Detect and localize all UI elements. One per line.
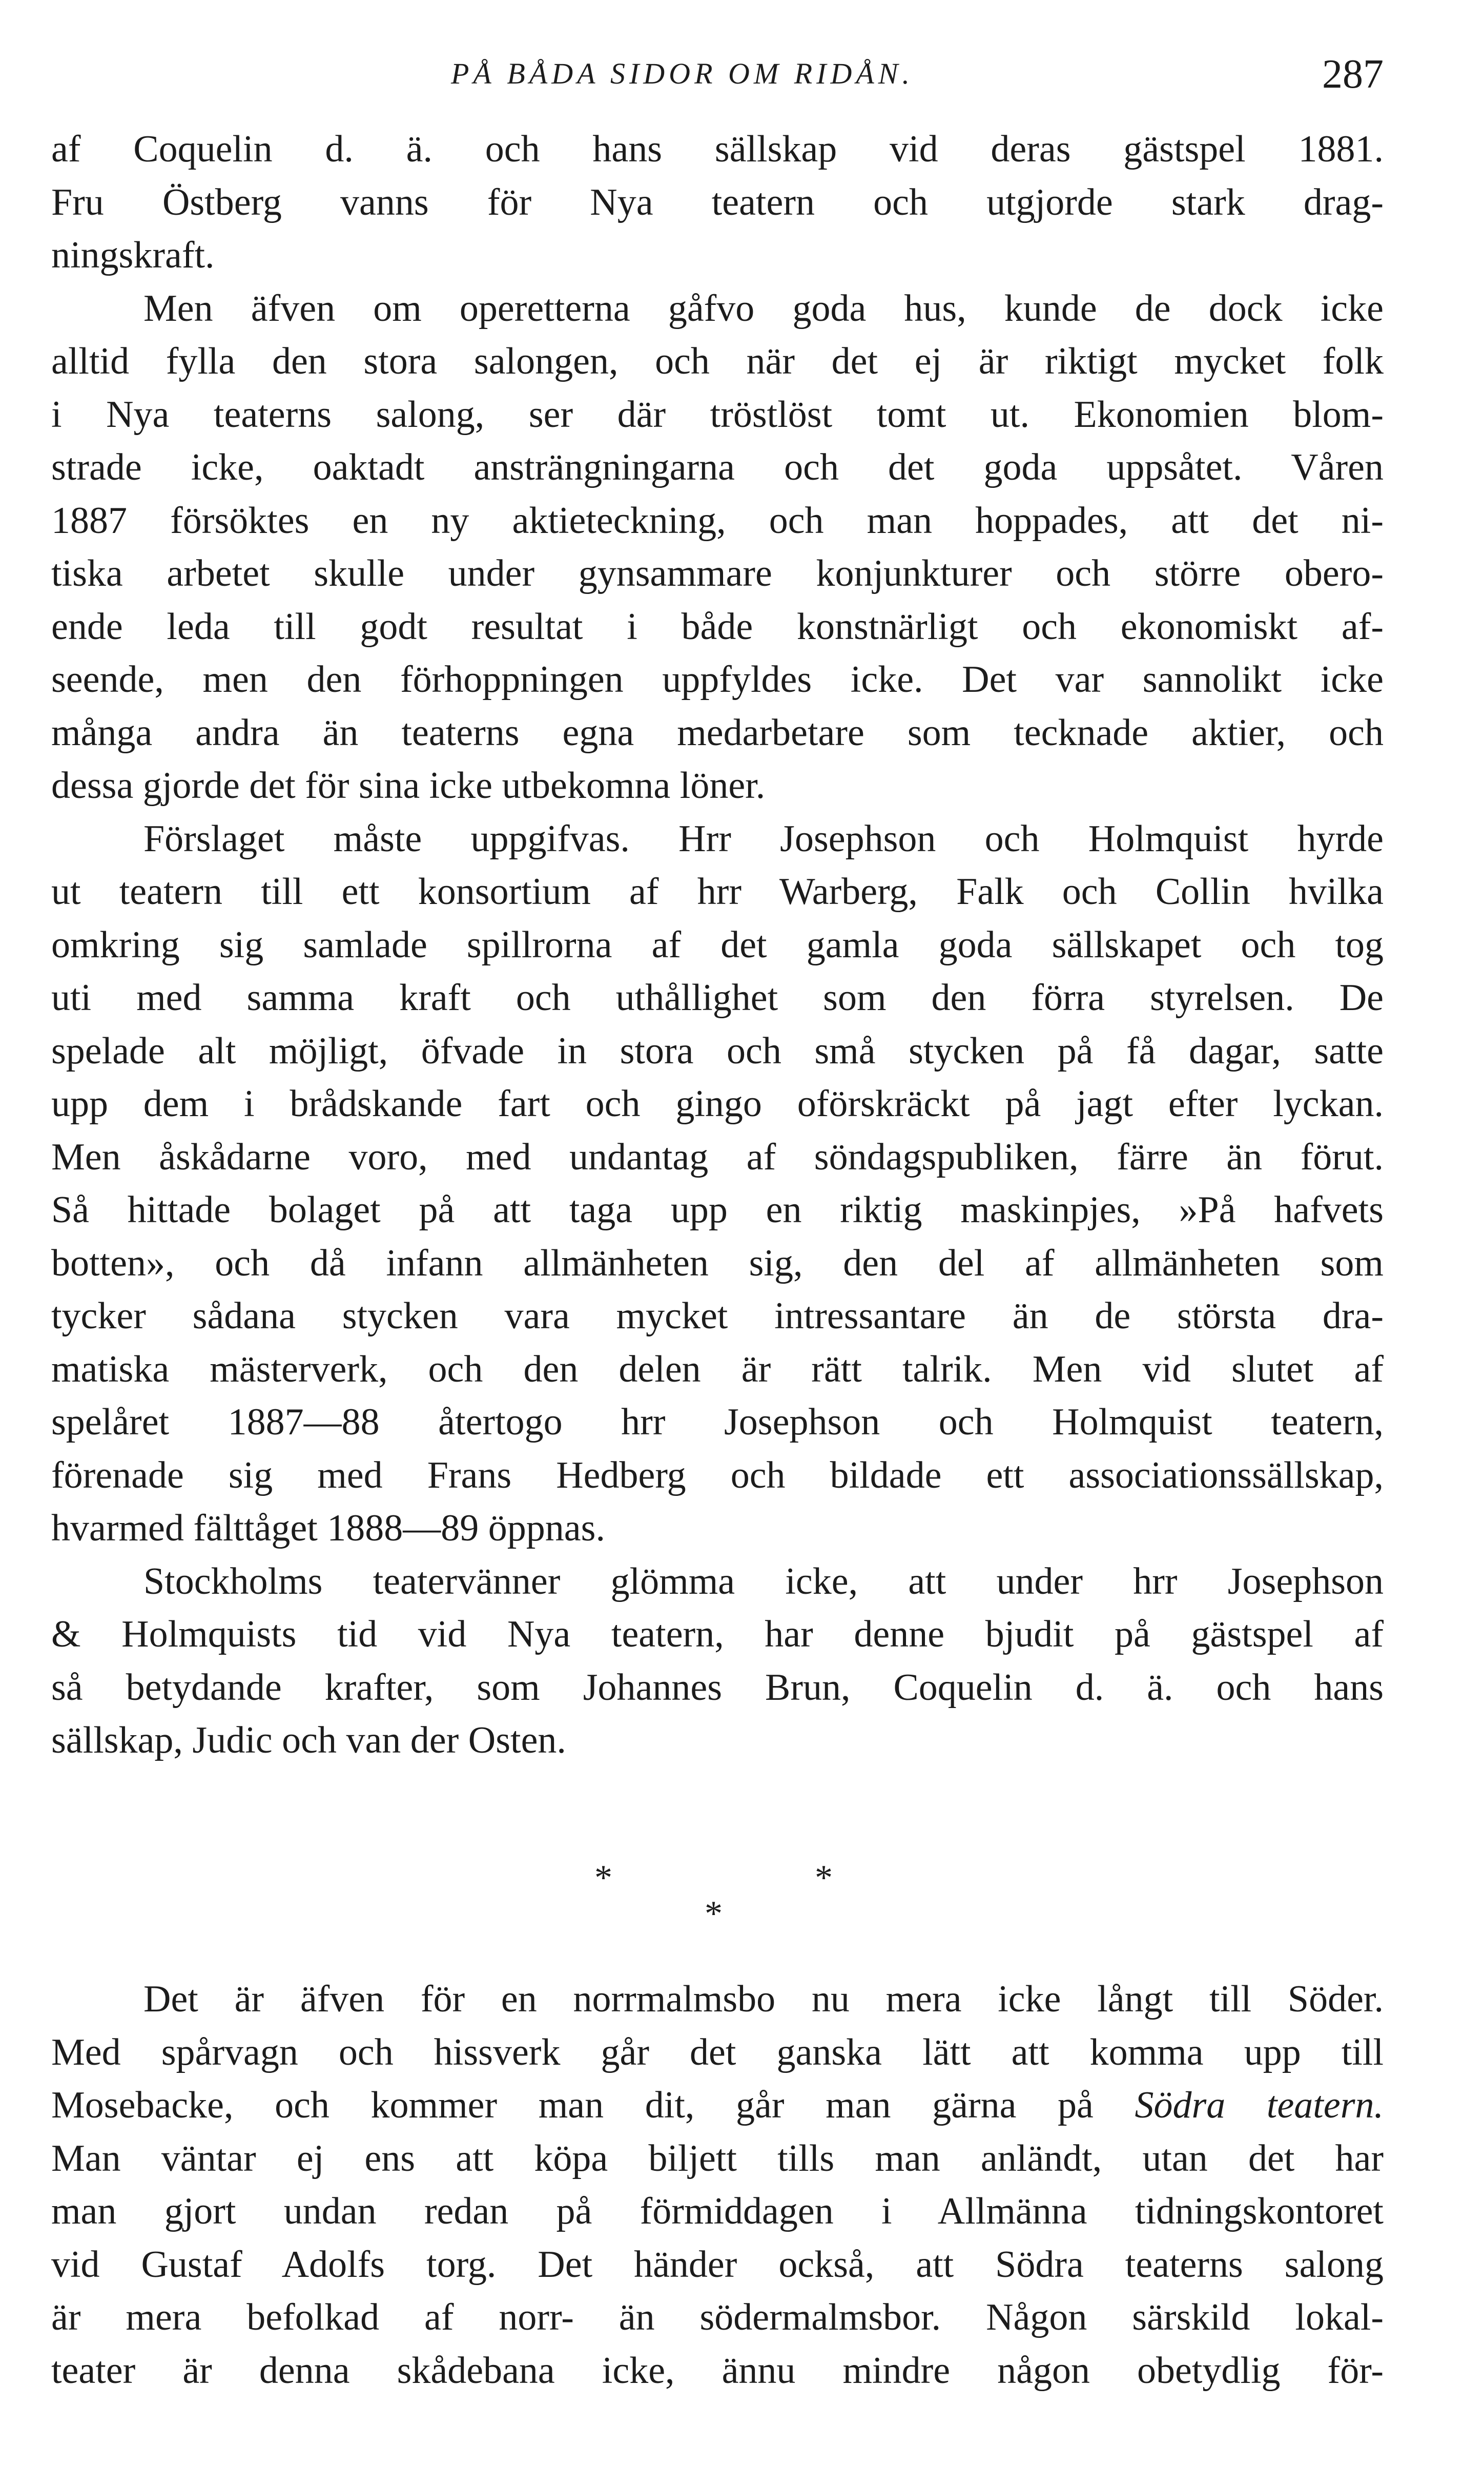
text-line: många andra än teaterns egna medarbetare som tecknade aktier, och	[51, 711, 1384, 754]
text-line: tycker sådana stycken vara mycket intressantare än de största dra-	[51, 1295, 1384, 1337]
text-line: ningskraft.	[51, 234, 215, 276]
text-line: dessa gjorde det för sina icke utbekomna löner.	[51, 765, 766, 807]
text-line: & Holmquists tid vid Nya teatern, har denne bjudit på gästspel af	[51, 1613, 1384, 1655]
text-line	[51, 2079, 1384, 2132]
text-line: man gjort undan redan på förmiddagen i Allmänna tidningskontoret	[51, 2190, 1384, 2232]
body-text	[51, 123, 1384, 1767]
text-line: uti med samma kraft och uthållighet som den förra styrelsen. De	[51, 977, 1384, 1019]
text-line: sällskap, Judic och van der Osten.	[51, 1719, 566, 1761]
text-line: Med spårvagn och hissverk går det ganska lätt att komma upp till	[51, 2031, 1384, 2073]
text-line: hvarmed fälttåget 1888—89 öppnas.	[51, 1507, 605, 1549]
text-line: ende leda till godt resultat i både konstnärligt och ekonomiskt af-	[51, 605, 1384, 648]
text-line: Fru Östberg vanns för Nya teatern och utgjorde stark drag-	[51, 181, 1384, 223]
text-line: Så hittade bolaget på att taga upp en riktig maskinpjes, »På hafvets	[51, 1189, 1384, 1231]
running-title: PÅ BÅDA SIDOR OM RIDÅN.	[451, 57, 914, 90]
text-line: Det är äfven för en norrmalmsbo nu mera icke långt till Söder.	[143, 1978, 1384, 2020]
text-segment: Mosebacke, och kommer man dit, går man gärna på	[51, 2084, 1094, 2126]
text-line: Stockholms teatervänner glömma icke, att under hrr Josephson	[143, 1560, 1384, 1602]
section-separator	[0, 1855, 1484, 1958]
second-section-text	[51, 1973, 1384, 2397]
text-line: matiska mästerverk, och den delen är rätt talrik. Men vid slutet af	[51, 1348, 1384, 1390]
text-line: så betydande krafter, som Johannes Brun, Coquelin d. ä. och hans	[51, 1666, 1384, 1709]
text-line: vid Gustaf Adolfs torg. Det händer också, att Södra teaterns salong	[51, 2243, 1384, 2286]
separator-star: *	[705, 1894, 723, 1934]
text-line: ut teatern till ett konsortium af hrr Warberg, Falk och Collin hvilka	[51, 871, 1384, 913]
running-head	[0, 51, 1484, 113]
text-line: seende, men den förhoppningen uppfyldes icke. Det var sannolikt icke	[51, 659, 1384, 701]
text-line: Man väntar ej ens att köpa biljett tills man anländt, utan det har	[51, 2137, 1384, 2179]
text-line: spelåret 1887—88 återtogo hrr Josephson och Holmquist teatern,	[51, 1401, 1384, 1443]
separator-star: *	[815, 1858, 833, 1898]
text-line: af Coquelin d. ä. och hans sällskap vid deras gästspel 1881.	[51, 128, 1384, 170]
text-line: Men äfven om operetterna gåfvo goda hus, kunde de dock icke	[143, 287, 1384, 330]
text-line: alltid fylla den stora salongen, och när det ej är riktigt mycket folk	[51, 340, 1384, 382]
text-line: förenade sig med Frans Hedberg och bildade ett associationssällskap,	[51, 1454, 1384, 1496]
text-line: botten», och då infann allmänheten sig, den del af allmänheten som	[51, 1242, 1384, 1284]
text-line: Förslaget måste uppgifvas. Hrr Josephson och Holmquist hyrde	[143, 817, 1384, 860]
text-line: 1887 försöktes en ny aktieteckning, och man hoppades, att det ni-	[51, 499, 1384, 542]
text-line: omkring sig samlade spillrorna af det gamla goda sällskapet och tog	[51, 923, 1384, 966]
text-line: är mera befolkad af norr- än södermalmsbor. Någon särskild lokal-	[51, 2296, 1384, 2338]
text-line: upp dem i brådskande fart och gingo oförskräckt på jagt efter lyckan.	[51, 1083, 1384, 1125]
italic-theatre-name: Södra teatern.	[1135, 2084, 1384, 2126]
text-line: Men åskådarne voro, med undantag af söndagspubliken, färre än förut.	[51, 1136, 1384, 1178]
text-line: tiska arbetet skulle under gynsammare konjunkturer och större obero-	[51, 552, 1384, 594]
text-line: i Nya teaterns salong, ser där tröstlöst tomt ut. Ekonomien blom-	[51, 393, 1384, 436]
page-number: 287	[1322, 52, 1384, 97]
text-line: spelade alt möjligt, öfvade in stora och små stycken på få dagar, satte	[51, 1030, 1384, 1072]
text-line: teater är denna skådebana icke, ännu mindre någon obetydlig för-	[51, 2349, 1384, 2392]
text-line: strade icke, oaktadt ansträngningarna och det goda uppsåtet. Våren	[51, 446, 1384, 488]
separator-star: *	[594, 1858, 612, 1898]
